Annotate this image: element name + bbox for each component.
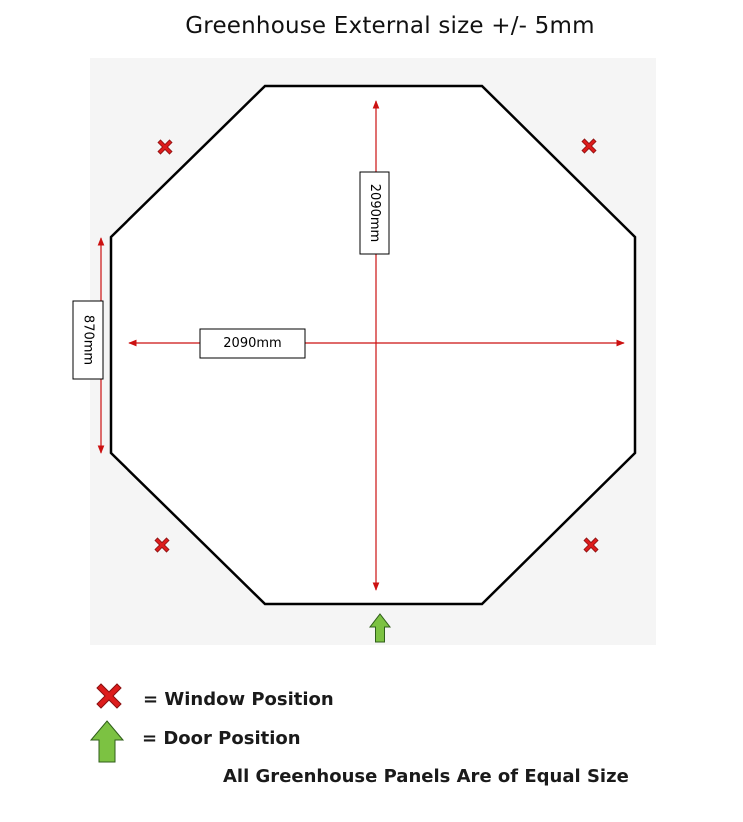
horizontal-dimension-text: 2090mm (223, 336, 282, 351)
legend-window-icon (97, 684, 121, 708)
horizontal-dimension-label (200, 329, 305, 358)
panels-footnote: All Greenhouse Panels Are of Equal Size (223, 766, 629, 787)
diagram-title: Greenhouse External size +/- 5mm (185, 13, 595, 39)
octagon-outline (111, 86, 635, 604)
legend-window-label: = Window Position (143, 689, 334, 710)
side-dimension-text: 870mm (80, 314, 96, 366)
legend-door-icon (91, 721, 123, 762)
legend-door-label: = Door Position (142, 728, 301, 749)
side-dimension-label (73, 301, 103, 379)
vertical-dimension-text: 2090mm (367, 183, 382, 243)
vertical-dimension-label (360, 172, 389, 254)
